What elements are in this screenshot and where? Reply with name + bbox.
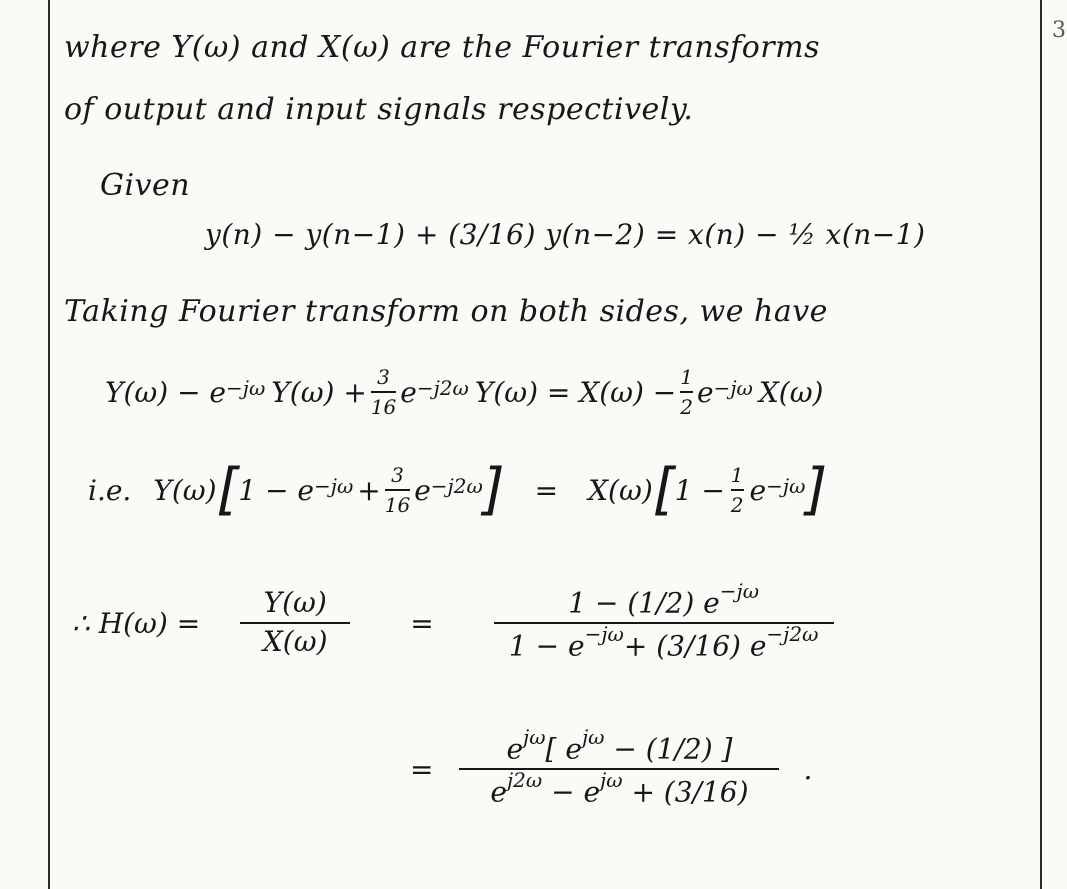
ie-frac-num: 3 [391, 463, 404, 487]
h-den2-exp1: −jω [584, 622, 624, 647]
ft-exp3: −jω [713, 376, 753, 400]
final-num-c: − (1/2) ] [604, 732, 733, 766]
ie-half-den: 2 [730, 493, 744, 517]
final-equation [410, 725, 813, 809]
h-frac1-num: Y(ω) [263, 586, 327, 620]
final-den-a: e [490, 775, 507, 809]
h-den2b: + (3/16) e [623, 629, 767, 663]
final-den-exp2: jω [600, 768, 623, 793]
final-num-a: e [506, 732, 524, 766]
ft-exp2: −j2ω [416, 376, 469, 400]
taking-ft-line: Taking Fourier transform on both sides, we have [64, 294, 828, 329]
h-den2-exp2: −j2ω [766, 622, 819, 647]
final-num-b: [ e [545, 732, 582, 766]
ie-e2: e [749, 473, 767, 507]
ft-equation: Y(ω) − e $^{-j\omega}$ Y(ω) + $\frac{3}{16}$ e $^{-j2\omega}$ Y(ω) = X(ω) − $\frac{1}{2}$ e $^{-j\omega}$ X(ω) [105, 365, 824, 419]
left-margin-rule [48, 0, 50, 889]
h-eq: = [410, 606, 434, 640]
difference-equation: y(n) − y(n−1) + (3/16) y(n−2) = x(n) − ½ x(n−1) [205, 218, 926, 251]
ie-eq: = [534, 473, 559, 507]
final-num [506, 725, 733, 766]
final-den-c: + (3/16) [622, 775, 749, 809]
ft-half [680, 366, 693, 418]
ie-exp2: −j2ω [430, 474, 483, 498]
final-den-b: − e [542, 775, 601, 809]
ft-frac-den: 16 [370, 395, 397, 419]
ie-equation [88, 457, 828, 522]
ft-lhs: Y(ω) − e [105, 375, 226, 409]
ie-bracket2-close: ] [805, 457, 828, 522]
ie-frac [385, 464, 410, 516]
ie-half [731, 464, 744, 516]
ie-y: Y(ω) [153, 473, 217, 507]
ie-bracket-open: [ [216, 457, 239, 522]
ie-plus: + [357, 473, 381, 507]
final-period: . [803, 752, 813, 786]
ie-one: 1 − e [238, 473, 315, 507]
ft-frac [371, 366, 396, 418]
text-line-1: where Y(ω) and X(ω) are the Fourier transforms [64, 30, 820, 65]
final-eq: = [410, 752, 434, 786]
ft-exp1: −jω [226, 376, 266, 400]
ie-bracket-close: ] [482, 457, 505, 522]
h-frac2 [494, 579, 834, 663]
ie-exp3: −jω [766, 474, 806, 498]
text-line-2: of output and input signals respectively. [64, 92, 694, 127]
ft-y1: Y(ω) + [271, 375, 367, 409]
given-label: Given [100, 168, 191, 203]
ft-half-den: 2 [680, 395, 693, 419]
ie-prefix: i.e. [88, 473, 132, 507]
page-corner-mark: 3 [1052, 18, 1066, 43]
ie-exp1: −jω [314, 474, 354, 498]
ie-bracket2-open: [ [652, 457, 675, 522]
h-frac2-den [508, 622, 819, 663]
final-frac [459, 725, 779, 809]
ft-half-num: 1 [680, 365, 693, 389]
ft-y2: Y(ω) = X(ω) − [474, 375, 677, 409]
h-num2-text: 1 − (1/2) e [568, 586, 720, 620]
final-num-exp2: jω [581, 725, 605, 749]
ie-frac-den: 16 [384, 493, 411, 517]
ie-e: e [414, 473, 431, 507]
final-num-exp1: jω [523, 725, 546, 749]
ie-one2: 1 − [674, 473, 725, 507]
h-frac2-num [568, 579, 760, 620]
h-frac1 [240, 588, 350, 658]
ft-frac-num: 3 [377, 365, 390, 389]
h-num2-exp: −jω [719, 579, 760, 603]
h-therefore: ∴ H(ω) = [72, 606, 201, 640]
ie-x: X(ω) [588, 473, 653, 507]
right-margin-rule [1040, 0, 1042, 889]
h-frac1-den: X(ω) [262, 625, 328, 659]
final-den [490, 768, 749, 809]
final-den-exp1: j2ω [506, 768, 543, 793]
ie-half-num: 1 [730, 463, 744, 487]
h-den2a: 1 − e [508, 629, 585, 663]
h-equation [72, 579, 834, 663]
ft-x-end: X(ω) [758, 375, 824, 409]
